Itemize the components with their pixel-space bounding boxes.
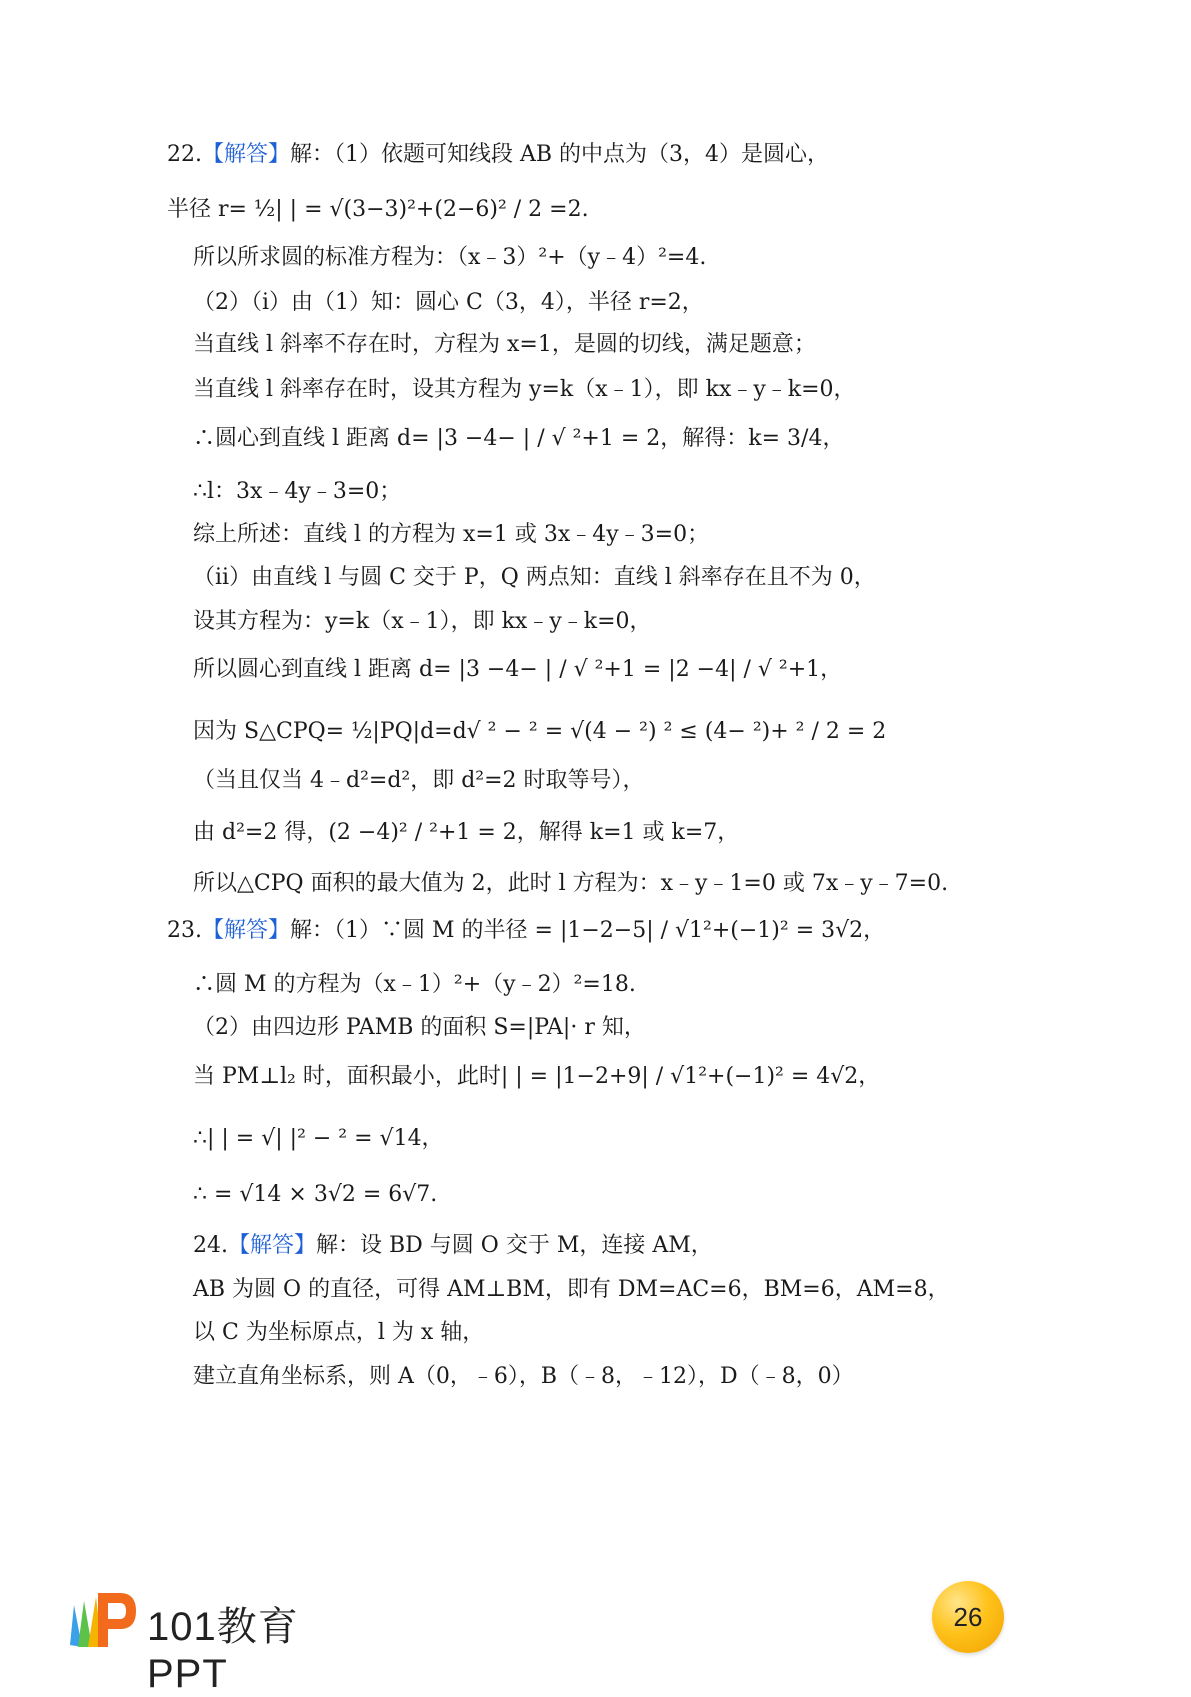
q23-line-0: 解：（1）∵圆 M 的半径 = |1−2−5| / √1²+(−1)² = 3√2， xyxy=(290,918,886,943)
q23-line-5: ∴ = √14 × 3√2 = 6√7. xyxy=(193,1182,438,1207)
q24-line-2: 以 C 为坐标原点，l 为 x 轴， xyxy=(193,1320,485,1345)
brand-name: 101教育PPT xyxy=(147,1605,299,1696)
page-number: 26 xyxy=(953,1602,983,1632)
page-number-badge xyxy=(932,1581,1004,1653)
q22-line-2: 所以所求圆的标准方程为：（x﹣3）²+（y﹣4）²=4. xyxy=(193,245,707,270)
q22-line-5: 当直线 l 斜率存在时，设其方程为 y=k（x﹣1），即 kx﹣y﹣k=0， xyxy=(193,377,856,402)
q23-line-3: 当 PM⊥l₂ 时，面积最小，此时| | = |1−2+9| / √1²+(−1)² = 4√2， xyxy=(193,1064,881,1089)
q24-line-1: AB 为圆 O 的直径，可得 AM⊥BM，即有 DM=AC=6，BM=6，AM=8， xyxy=(193,1277,950,1302)
q22-line-15: 所以△CPQ 面积的最大值为 2，此时 l 方程为：x﹣y﹣1=0 或 7x﹣y﹣7=0. xyxy=(193,871,949,896)
q22-line-12: 因为 S△CPQ= ½|PQ|d=d√ ² − ² = √(4 − ²) ² ≤ (4− ²)+ ² / 2 = 2 xyxy=(193,719,887,744)
q24-line-3: 建立直角坐标系，则 A（0，﹣6），B（﹣8，﹣12），D（﹣8，0） xyxy=(193,1364,854,1389)
brand-logo xyxy=(62,1585,362,1696)
q23-number: 23. xyxy=(167,918,202,943)
q22-line-0: 解：（1）依题可知线段 AB 的中点为（3，4）是圆心， xyxy=(290,142,830,167)
q22-line-8: 综上所述：直线 l 的方程为 x=1 或 3x﹣4y﹣3=0； xyxy=(193,522,710,547)
q22-tag: 【解答】 xyxy=(202,142,291,167)
q23-line-2: （2）由四边形 PAMB 的面积 S=|PA|· r 知， xyxy=(193,1015,646,1040)
q22-line-10: 设其方程为：y=k（x﹣1），即 kx﹣y﹣k=0， xyxy=(193,609,652,634)
q22-first-line xyxy=(167,140,829,170)
q22-line-6: ∴圆心到直线 l 距离 d= |3 −4− | / √ ²+1 = 2，解得：k= 3/4， xyxy=(193,426,845,451)
q24-first-line xyxy=(193,1231,713,1261)
q22-line-9: （ii）由直线 l 与圆 C 交于 P，Q 两点知：直线 l 斜率存在且不为 0， xyxy=(193,565,876,590)
q22-number: 22. xyxy=(167,142,202,167)
q23-line-4: ∴| | = √| |² − ² = √14， xyxy=(193,1126,444,1151)
q22-line-1: 半径 r= ½| | = √(3−3)²+(2−6)² / 2 =2. xyxy=(167,197,589,222)
q24-line-0: 解：设 BD 与圆 O 交于 M，连接 AM， xyxy=(316,1233,713,1258)
q22-line-3: （2）（i）由（1）知：圆心 C（3，4），半径 r=2， xyxy=(193,290,704,315)
q23-tag: 【解答】 xyxy=(202,918,291,943)
q22-line-14: 由 d²=2 得，(2 −4)² / ²+1 = 2，解得 k=1 或 k=7， xyxy=(193,820,740,845)
q23-first-line xyxy=(167,916,885,946)
q22-line-11: 所以圆心到直线 l 距离 d= |3 −4− | / √ ²+1 = |2 −4| / √ ²+1， xyxy=(193,657,843,682)
brand-p-icon xyxy=(62,1585,142,1655)
q23-line-1: ∴圆 M 的方程为（x﹣1）²+（y﹣2）²=18. xyxy=(193,972,636,997)
q22-line-13: （当且仅当 4﹣d²=d²，即 d²=2 时取等号）， xyxy=(193,768,645,793)
q24-tag: 【解答】 xyxy=(228,1233,317,1258)
q22-line-7: ∴l：3x﹣4y﹣3=0； xyxy=(193,479,402,504)
q22-line-4: 当直线 l 斜率不存在时，方程为 x=1，是圆的切线，满足题意； xyxy=(193,332,816,357)
q24-number: 24. xyxy=(193,1233,228,1258)
